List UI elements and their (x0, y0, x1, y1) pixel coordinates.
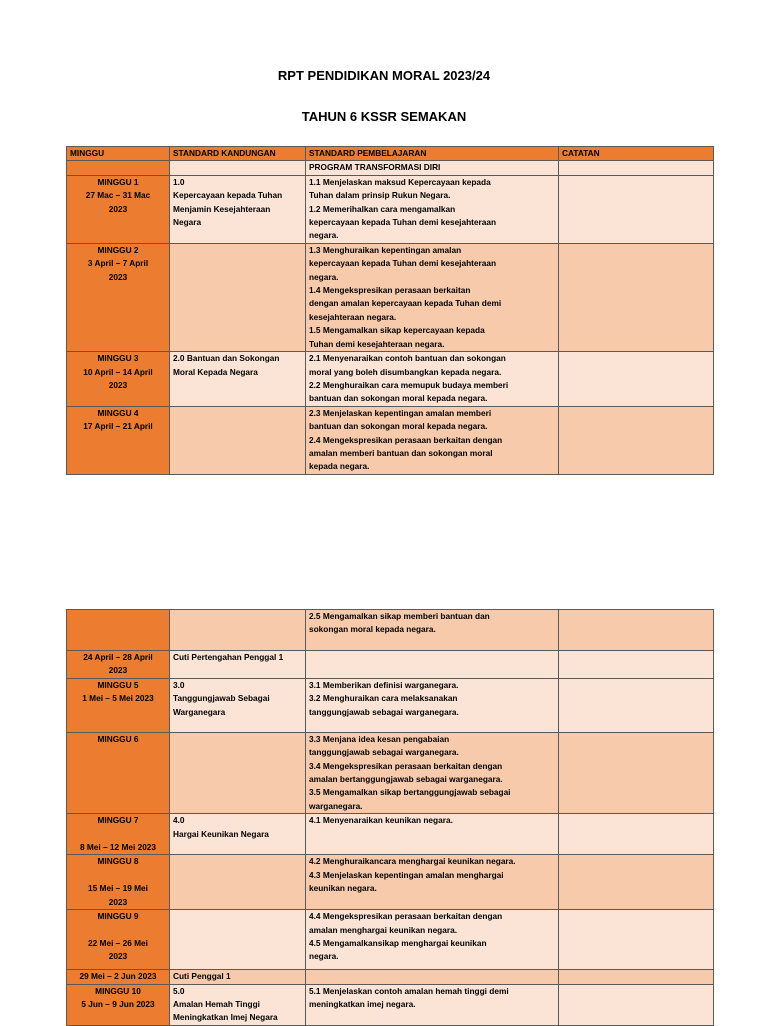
minggu-line: 2023 (108, 951, 128, 962)
standard-kandungan-line: Cuti Pertengahan Penggal 1 (173, 652, 284, 662)
standard-pembelajaran-line: 1.2 Memerihalkan cara mengamalkan (309, 203, 456, 214)
header-standard-pembelajaran: STANDARD PEMBELAJARAN (306, 147, 559, 161)
program-label: PROGRAM TRANSFORMASI DIRI (306, 161, 559, 175)
standard-pembelajaran-line: tanggungjawab sebagai warganegara. (309, 747, 459, 758)
standard-kandungan-cell (170, 175, 306, 243)
standard-pembelajaran-line: 1.4 Mengekspresikan perasaan berkaitan (309, 285, 471, 296)
standard-kandungan-line: Meningkatkan Imej Negara (173, 1012, 278, 1023)
table-row (67, 352, 714, 407)
table-row (67, 910, 714, 970)
standard-kandungan-line: Cuti Penggal 1 (173, 971, 231, 982)
standard-pembelajaran-line: amalan bertanggungjawab sebagai warganegara. (309, 774, 503, 785)
document-title: RPT PENDIDIKAN MORAL 2023/24 (277, 68, 491, 83)
minggu-line: MINGGU 10 (95, 985, 141, 996)
standard-pembelajaran-cell (306, 732, 559, 813)
standard-pembelajaran-cell (306, 406, 559, 474)
standard-kandungan-cell (170, 651, 306, 679)
standard-pembelajaran-line: 1.1 Menjelaskan maksud Kepercayaan kepada (309, 176, 491, 187)
table-row (67, 732, 714, 813)
standard-kandungan-line: Tanggungjawab Sebagai (173, 693, 270, 704)
minggu-cell (67, 406, 170, 474)
standard-pembelajaran-cell (306, 910, 559, 970)
minggu-line: 27 Mac – 31 Mac (85, 190, 151, 201)
minggu-line: 5 Jun – 9 Jun 2023 (81, 998, 155, 1009)
standard-pembelajaran-line: tanggungjawab sebagai warganegara. (309, 706, 459, 717)
standard-pembelajaran-cell (306, 970, 559, 984)
minggu-line: MINGGU 4 (97, 407, 139, 418)
minggu-line: 1 Mei – 5 Mei 2023 (82, 693, 154, 704)
standard-pembelajaran-line: amalan menghargai keunikan negara. (309, 924, 458, 935)
minggu-line: 22 Mei – 26 Mei (88, 937, 148, 948)
standard-pembelajaran-line: 4.2 Menghuraikancara menghargai keunikan negara. (309, 856, 516, 867)
table-row (67, 814, 714, 855)
standard-pembelajaran-line: sokongan moral kepada negara. (309, 624, 436, 635)
minggu-cell (67, 970, 170, 984)
standard-pembelajaran-line: dengan amalan kepercayaan kepada Tuhan demi (309, 298, 502, 309)
header-minggu: MINGGU (67, 147, 170, 161)
header-standard-kandungan: STANDARD KANDUNGAN (170, 147, 306, 161)
standard-pembelajaran-line: bantuan dan sokongan moral kepada negara. (309, 393, 488, 404)
standard-pembelajaran-line: 5.1 Menjelaskan contoh amalan hemah tinggi demi (309, 985, 509, 996)
standard-pembelajaran-line: 2.5 Mengamalkan sikap memberi bantuan dan (309, 611, 490, 621)
minggu-line: 24 April – 28 April (83, 652, 153, 662)
standard-pembelajaran-cell (306, 651, 559, 679)
standard-pembelajaran-line: 4.3 Menjelaskan kepentingan amalan menghargai (309, 869, 504, 880)
standard-kandungan-line: 4.0 (173, 815, 185, 826)
minggu-cell (67, 678, 170, 732)
standard-kandungan-cell (170, 910, 306, 970)
catatan-cell (559, 352, 714, 407)
standard-pembelajaran-line: warganegara. (309, 800, 363, 811)
standard-kandungan-line: Warganegara (173, 706, 226, 717)
standard-pembelajaran-line: 4.5 Mengamalkansikap menghargai keunikan (309, 937, 487, 948)
header-catatan: CATATAN (559, 147, 714, 161)
standard-kandungan-line: 2.0 Bantuan dan Sokongan (173, 353, 280, 364)
catatan-cell (559, 814, 714, 855)
standard-pembelajaran-line: amalan memberi bantuan dan sokongan moral (309, 447, 493, 458)
standard-kandungan-cell (170, 984, 306, 1025)
catatan-cell (559, 732, 714, 813)
minggu-cell (67, 610, 170, 651)
standard-kandungan-cell (170, 243, 306, 351)
minggu-line: 2023 (108, 896, 128, 907)
standard-pembelajaran-line: 2.2 Menghuraikan cara memupuk budaya memberi (309, 379, 509, 390)
standard-pembelajaran-line: negara. (309, 230, 339, 241)
standard-kandungan-cell (170, 352, 306, 407)
standard-kandungan-cell (170, 678, 306, 732)
minggu-line (70, 828, 166, 841)
standard-kandungan-cell (170, 732, 306, 813)
standard-kandungan-line: Amalan Hemah Tinggi (173, 998, 260, 1009)
standard-pembelajaran-cell (306, 984, 559, 1025)
minggu-line: MINGGU 8 (97, 856, 139, 867)
standard-pembelajaran-line: keunikan negara. (309, 883, 377, 894)
standard-pembelajaran-line: 3.3 Menjana idea kesan pengabaian (309, 733, 450, 744)
minggu-line: 8 Mei – 12 Mei 2023 (79, 842, 157, 853)
minggu-line: MINGGU 7 (97, 815, 139, 826)
minggu-line (70, 869, 166, 882)
minggu-line: 2023 (108, 271, 128, 282)
minggu-cell (67, 175, 170, 243)
standard-kandungan-line: 3.0 (173, 679, 185, 690)
standard-pembelajaran-line: 3.1 Memberikan definisi warganegara. (309, 679, 459, 690)
standard-kandungan-cell (170, 610, 306, 651)
standard-kandungan-cell (170, 406, 306, 474)
minggu-line: 3 April – 7 April (87, 258, 149, 269)
standard-kandungan-cell (170, 855, 306, 910)
document-subtitle: TAHUN 6 KSSR SEMAKAN (301, 109, 467, 124)
standard-kandungan-line: Menjamin Kesejahteraan (173, 203, 271, 214)
table-row (67, 610, 714, 651)
table-row (67, 651, 714, 679)
rpt-table-page2 (66, 609, 714, 1026)
program-minggu-cell (67, 161, 170, 175)
minggu-line: 10 April – 14 April (83, 366, 153, 377)
table-row (67, 970, 714, 984)
minggu-cell (67, 732, 170, 813)
standard-pembelajaran-cell (306, 855, 559, 910)
standard-pembelajaran-line: bantuan dan sokongan moral kepada negara. (309, 421, 488, 432)
minggu-line: 2023 (108, 379, 128, 390)
standard-pembelajaran-line: Tuhan dalam prinsip Rukun Negara. (309, 190, 451, 201)
standard-kandungan-cell (170, 970, 306, 984)
standard-pembelajaran-line: moral yang boleh disumbangkan kepada negara. (309, 366, 502, 377)
standard-pembelajaran-line: kesejahteraan negara. (309, 311, 397, 322)
catatan-cell (559, 910, 714, 970)
standard-kandungan-cell (170, 814, 306, 855)
program-row (67, 161, 714, 175)
minggu-cell (67, 352, 170, 407)
standard-pembelajaran-line: 3.4 Mengekspresikan perasaan berkaitan dengan (309, 760, 503, 771)
minggu-cell (67, 984, 170, 1025)
standard-pembelajaran-cell (306, 678, 559, 732)
standard-pembelajaran-line: 1.3 Menghuraikan kepentingan amalan (309, 244, 462, 255)
standard-pembelajaran-line: meningkatkan imej negara. (309, 998, 416, 1009)
standard-kandungan-line: Hargai Keunikan Negara (173, 828, 269, 839)
minggu-line: 29 Mei – 2 Jun 2023 (79, 971, 157, 982)
catatan-cell (559, 970, 714, 984)
minggu-cell (67, 243, 170, 351)
table-row (67, 406, 714, 474)
catatan-cell (559, 855, 714, 910)
standard-pembelajaran-line: Tuhan demi kesejahteraan negara. (309, 338, 445, 349)
minggu-line: MINGGU 6 (97, 733, 139, 744)
minggu-line: MINGGU 1 (97, 176, 139, 187)
catatan-cell (559, 175, 714, 243)
standard-pembelajaran-cell (306, 610, 559, 651)
minggu-cell (67, 651, 170, 679)
standard-pembelajaran-line: negara. (309, 951, 339, 962)
standard-kandungan-line: 1.0 (173, 176, 185, 187)
standard-pembelajaran-line: 4.1 Menyenaraikan keunikan negara. (309, 815, 453, 826)
table-row (67, 984, 714, 1025)
minggu-cell (67, 910, 170, 970)
standard-pembelajaran-line: kepada negara. (309, 461, 370, 472)
minggu-line: 15 Mei – 19 Mei (88, 883, 148, 894)
standard-pembelajaran-line: kepercayaan kepada Tuhan demi kesejahteraan (309, 258, 497, 269)
standard-pembelajaran-line: 2.4 Mengekspresikan perasaan berkaitan dengan (309, 434, 503, 445)
minggu-line: 2023 (108, 203, 128, 214)
catatan-cell (559, 406, 714, 474)
minggu-cell (67, 814, 170, 855)
rpt-table-page1 (66, 146, 714, 475)
program-catatan-cell (559, 161, 714, 175)
standard-pembelajaran-line: 1.5 Mengamalkan sikap kepercayaan kepada (309, 325, 485, 336)
standard-kandungan-line: 5.0 (173, 985, 185, 996)
minggu-line: MINGGU 2 (97, 244, 139, 255)
standard-pembelajaran-cell (306, 175, 559, 243)
standard-pembelajaran-cell (306, 352, 559, 407)
table-row (67, 855, 714, 910)
minggu-line: MINGGU 9 (97, 911, 139, 922)
standard-pembelajaran-line: negara. (309, 271, 339, 282)
standard-pembelajaran-cell (306, 243, 559, 351)
minggu-cell (67, 855, 170, 910)
catatan-cell (559, 651, 714, 679)
standard-pembelajaran-line: 4.4 Mengekspresikan perasaan berkaitan dengan (309, 911, 503, 922)
standard-pembelajaran-cell (306, 814, 559, 855)
catatan-cell (559, 243, 714, 351)
catatan-cell (559, 678, 714, 732)
catatan-cell (559, 984, 714, 1025)
table-row (67, 175, 714, 243)
standard-kandungan-line: Moral Kepada Negara (173, 366, 258, 377)
table-row (67, 243, 714, 351)
table-row (67, 678, 714, 732)
standard-pembelajaran-line: kepercayaan kepada Tuhan demi kesejahteraan (309, 217, 497, 228)
table-header-row (67, 147, 714, 161)
standard-pembelajaran-line: 3.5 Mengamalkan sikap bertanggungjawab sebagai (309, 787, 511, 798)
minggu-line: 17 April – 21 April (83, 421, 153, 432)
standard-pembelajaran-line: 3.2 Menghuraikan cara melaksanakan (309, 693, 458, 704)
catatan-cell (559, 610, 714, 651)
standard-pembelajaran-line: 2.3 Menjelaskan kepentingan amalan memberi (309, 407, 492, 418)
standard-kandungan-line: Kepercayaan kepada Tuhan (173, 190, 283, 201)
standard-kandungan-line: Negara (173, 217, 202, 228)
program-sk-cell (170, 161, 306, 175)
minggu-line: MINGGU 3 (97, 353, 139, 364)
standard-pembelajaran-line: 2.1 Menyenaraikan contoh bantuan dan sokongan (309, 353, 506, 364)
minggu-line: 2023 (108, 665, 128, 676)
minggu-line (70, 924, 166, 937)
minggu-line: MINGGU 5 (97, 679, 139, 690)
